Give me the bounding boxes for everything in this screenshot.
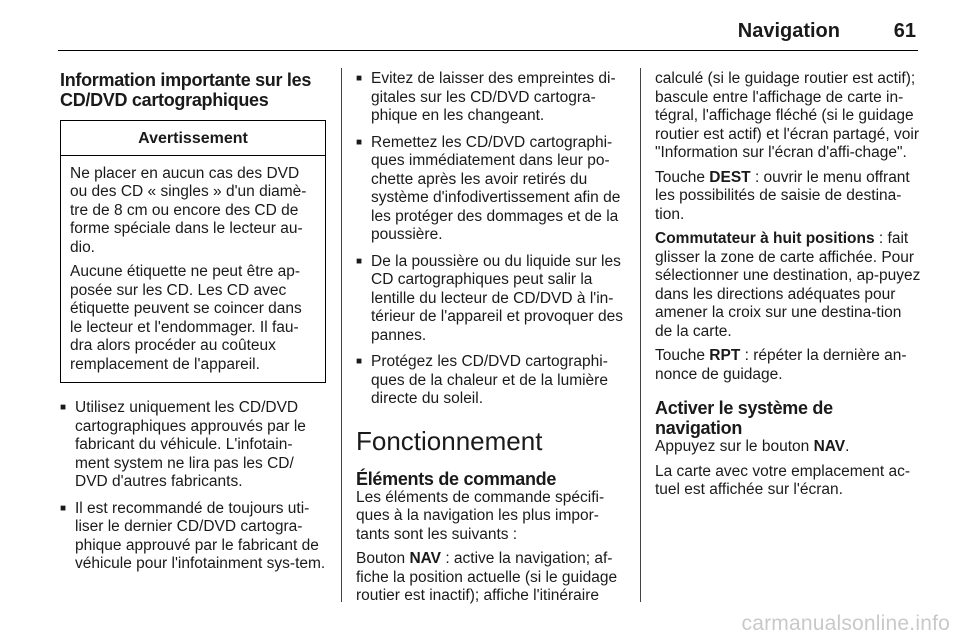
key-joystick: Commutateur à huit positions — [655, 230, 875, 247]
nav-button-paragraph — [356, 550, 623, 606]
section-heading-activate: Activer le système de navigation — [655, 398, 833, 438]
list-item: ■ Evitez de laisser des empreintes di-gitales sur les CD/DVD cartogra-phique en les changeant. — [356, 70, 623, 126]
warning-title: Avertissement — [61, 121, 325, 156]
activate-paragraph — [655, 438, 922, 457]
rpt-paragraph — [655, 347, 922, 384]
column-middle — [356, 70, 623, 612]
section-heading-fonctionnement: Fonctionnement — [356, 425, 543, 456]
column-divider-1 — [341, 68, 342, 602]
list-item: ■ Utilisez uniquement les CD/DVD cartographiques approuvés par le fabricant du véhicule. L'infotain-ment system ne lira pas les CD/ DVD d'autres fabricants. — [60, 399, 326, 492]
key-dest: DEST — [709, 168, 751, 186]
joystick-paragraph — [655, 230, 922, 341]
list-item: ■ Remettez les CD/DVD cartographi-ques immédiatement dans leur po-chette après les avoir retirés du système d'infodivertissement afin de les protéger des dommages et de la poussière. — [356, 134, 623, 245]
text-prefix: Appuyez sur le bouton — [655, 438, 814, 455]
warning-box — [60, 120, 326, 383]
intro-paragraph: Les éléments de commande spécifi-ques à la navigation les plus impor-tants sont les suivants : — [356, 488, 605, 543]
list-item: ■ Il est recommandé de toujours uti-liser le dernier CD/DVD cartogra-phique approuvé par le fabricant de véhicule pour l'infotainment sys-tem. — [60, 500, 326, 574]
key-nav: NAV — [813, 438, 846, 455]
dest-paragraph — [655, 169, 922, 225]
warning-paragraph: Ne placer en aucun cas des DVD ou des CD « singles » d'un diamè-tre de 8 cm ou encore des CD de forme spéciale dans le lecteur au-dio. — [70, 164, 307, 256]
key-rpt: RPT — [709, 347, 741, 364]
nav-continuation: calculé (si le guidage routier est actif); bascule entre l'affichage de carte in-tégral, l'affichage fléché (si le guidage routier est actif) et l'écran partagé, voir "Information sur l'écran d'affi-chage". — [655, 70, 919, 161]
bullet-list — [356, 70, 623, 409]
text-prefix: Bouton — [356, 550, 410, 567]
warning-paragraph: Aucune étiquette ne peut être ap-posée sur les CD. Les CD avec étiquette peuvent se coincer dans le lecteur et l'endommager. Il fau-dra alors procéder au coûteux remplacement de l'appareil. — [70, 263, 302, 373]
column-divider-2 — [640, 68, 641, 602]
map-paragraph: La carte avec votre emplacement ac-tuel est affichée sur l'écran. — [655, 462, 911, 498]
list-item: ■ Protégez les CD/DVD cartographi-ques de la chaleur et de la lumière directe du soleil. — [356, 353, 623, 409]
bullet-list — [60, 399, 326, 574]
page-number: 61 — [893, 20, 916, 42]
warning-body — [61, 156, 325, 383]
column-right — [655, 70, 922, 506]
text-body: : active la navigation; af-fiche la position actuelle (si le guidage routier est inactif); affiche l'itinéraire — [356, 550, 618, 604]
page-title: Navigation — [737, 20, 840, 42]
watermark-text: carmanualsonline.info — [741, 612, 950, 635]
key-nav: NAV — [409, 550, 442, 567]
text-body: : fait glisser la zone de carte affichée. Pour sélectionner une destination, ap-puyez dans les directions adéquates pour amener la croix sur une destina-tion de la carte. — [655, 230, 921, 340]
page-header — [58, 0, 918, 51]
text-suffix: . — [845, 438, 850, 455]
text-prefix: Touche — [655, 168, 710, 186]
section-heading-cd-info: Information importante sur les CD/DVD cartographiques — [60, 70, 312, 110]
list-item: ■ De la poussière ou du liquide sur les CD cartographiques peut salir la lentille du lecteur de CD/DVD à l'in-térieur de l'appareil et provoquer des pannes. — [356, 253, 623, 346]
text-prefix: Touche — [655, 347, 710, 364]
text-body: : ouvrir le menu offrant les possibilités de saisie de destina-tion. — [655, 168, 910, 223]
subsection-heading-elements: Éléments de commande — [356, 468, 557, 489]
column-left — [60, 70, 326, 582]
text-body: : répéter la dernière an-nonce de guidage. — [655, 347, 907, 383]
